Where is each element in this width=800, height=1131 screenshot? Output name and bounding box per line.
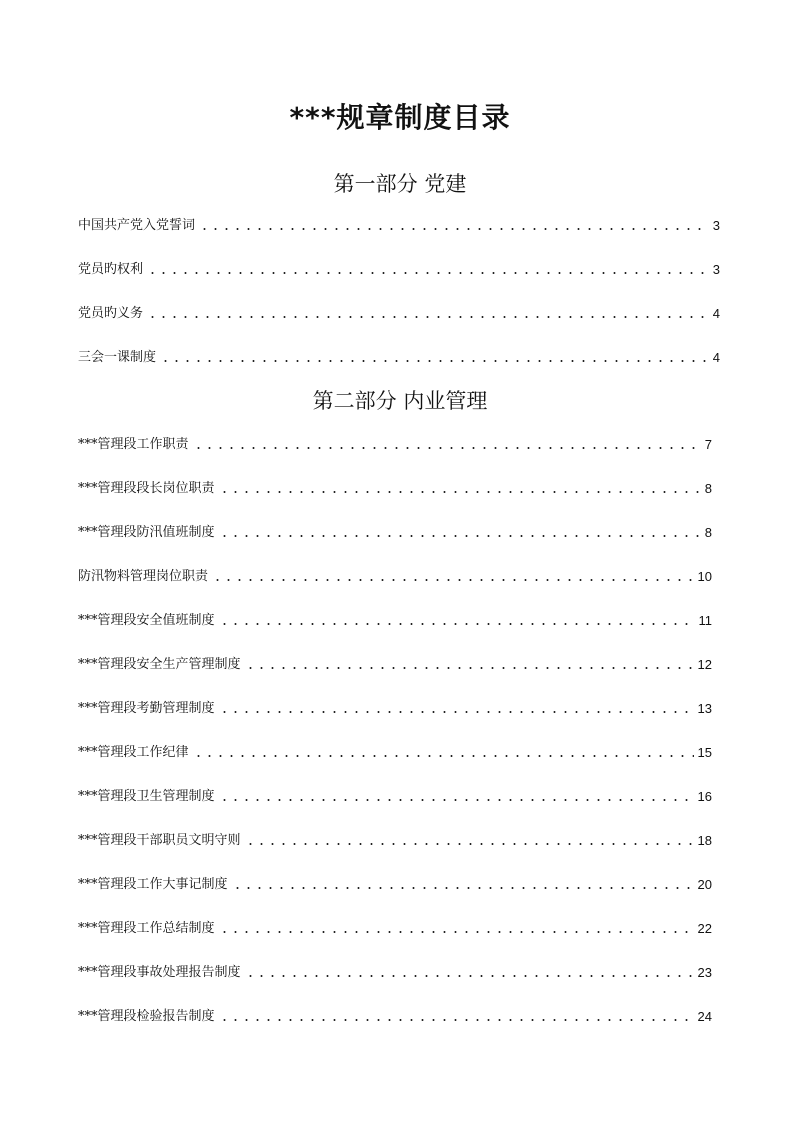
toc-entry-page: 3 — [712, 262, 720, 277]
toc-entry-page: 15 — [697, 745, 712, 760]
dot-leader — [245, 666, 694, 670]
dot-leader — [193, 446, 701, 450]
dot-leader — [219, 930, 694, 934]
toc-entry-page: 12 — [697, 657, 712, 672]
toc-entry-page: 22 — [697, 921, 712, 936]
toc-entry-page: 7 — [704, 437, 712, 452]
toc-entry[interactable] — [78, 695, 712, 717]
toc-entry[interactable] — [78, 651, 712, 673]
toc-entry-label: ***管理段防汛值班制度 — [78, 525, 215, 540]
toc-entry-label: ***管理段工作大事记制度 — [78, 877, 228, 892]
toc-entry-label: 党员旳义务 — [78, 306, 144, 321]
toc-entry[interactable] — [78, 475, 712, 497]
toc-entry-label: ***管理段工作职责 — [78, 437, 189, 452]
dot-leader — [212, 578, 694, 582]
toc-entry-label: 防汛物料管理岗位职责 — [78, 569, 209, 584]
toc-entry-page: 11 — [698, 613, 712, 628]
toc-entry-label: ***管理段段长岗位职责 — [78, 481, 215, 496]
toc-entry[interactable] — [78, 300, 720, 322]
section-heading-party-building: 第一部分 党建 — [333, 172, 467, 196]
toc-entry[interactable] — [78, 607, 712, 629]
toc-entry-page: 13 — [697, 701, 712, 716]
toc-entry-label: ***管理段考勤管理制度 — [78, 701, 215, 716]
toc-entry[interactable] — [78, 871, 712, 893]
toc-entry-label: 中国共产党入党誓词 — [78, 218, 196, 233]
toc-entry-page: 8 — [704, 481, 712, 496]
dot-leader — [245, 842, 694, 846]
dot-leader — [219, 622, 695, 626]
toc-entry[interactable] — [78, 431, 712, 453]
dot-leader — [219, 1018, 694, 1022]
toc-entry-label: 党员旳权利 — [78, 262, 144, 277]
toc-entry-label: ***管理段卫生管理制度 — [78, 789, 215, 804]
toc-entry-page: 16 — [697, 789, 712, 804]
dot-leader — [193, 754, 694, 758]
toc-entry-label: ***管理段安全值班制度 — [78, 613, 215, 628]
toc-entry-label: ***管理段工作纪律 — [78, 745, 189, 760]
toc-entry[interactable] — [78, 344, 720, 366]
dot-leader — [219, 490, 701, 494]
toc-entry-page: 10 — [697, 569, 712, 584]
toc-entry[interactable] — [78, 256, 720, 278]
toc-entry[interactable] — [78, 563, 712, 585]
toc-entry-page: 23 — [697, 965, 712, 980]
toc-entry-page: 4 — [712, 306, 720, 321]
document-title: ***规章制度目录 — [289, 101, 511, 134]
toc-entry-page: 8 — [704, 525, 712, 540]
toc-entry-label: 三会一课制度 — [78, 350, 157, 365]
toc-entry-label: ***管理段事故处理报告制度 — [78, 965, 241, 980]
dot-leader — [147, 315, 709, 319]
dot-leader — [147, 271, 709, 275]
toc-entry[interactable] — [78, 1003, 712, 1025]
toc-entry-page: 3 — [712, 218, 720, 233]
dot-leader — [219, 710, 694, 714]
dot-leader — [219, 798, 694, 802]
toc-entry-page: 24 — [697, 1009, 712, 1024]
toc-entry[interactable] — [78, 827, 712, 849]
toc-entry[interactable] — [78, 212, 720, 234]
toc-entry-page: 20 — [697, 877, 712, 892]
toc-entry-page: 4 — [712, 350, 720, 365]
toc-entry-label: ***管理段安全生产管理制度 — [78, 657, 241, 672]
toc-entry-label: ***管理段检验报告制度 — [78, 1009, 215, 1024]
dot-leader — [219, 534, 701, 538]
dot-leader — [160, 359, 709, 363]
toc-entry[interactable] — [78, 959, 712, 981]
toc-entry-label: ***管理段干部职员文明守则 — [78, 833, 241, 848]
toc-entry-label: ***管理段工作总结制度 — [78, 921, 215, 936]
dot-leader — [232, 886, 694, 890]
toc-entry[interactable] — [78, 739, 712, 761]
toc-entry[interactable] — [78, 915, 712, 937]
dot-leader — [199, 227, 709, 231]
toc-entry[interactable] — [78, 783, 712, 805]
toc-entry-page: 18 — [697, 833, 712, 848]
toc-entry[interactable] — [78, 519, 712, 541]
dot-leader — [245, 974, 694, 978]
section-heading-internal-management: 第二部分 内业管理 — [312, 389, 488, 413]
